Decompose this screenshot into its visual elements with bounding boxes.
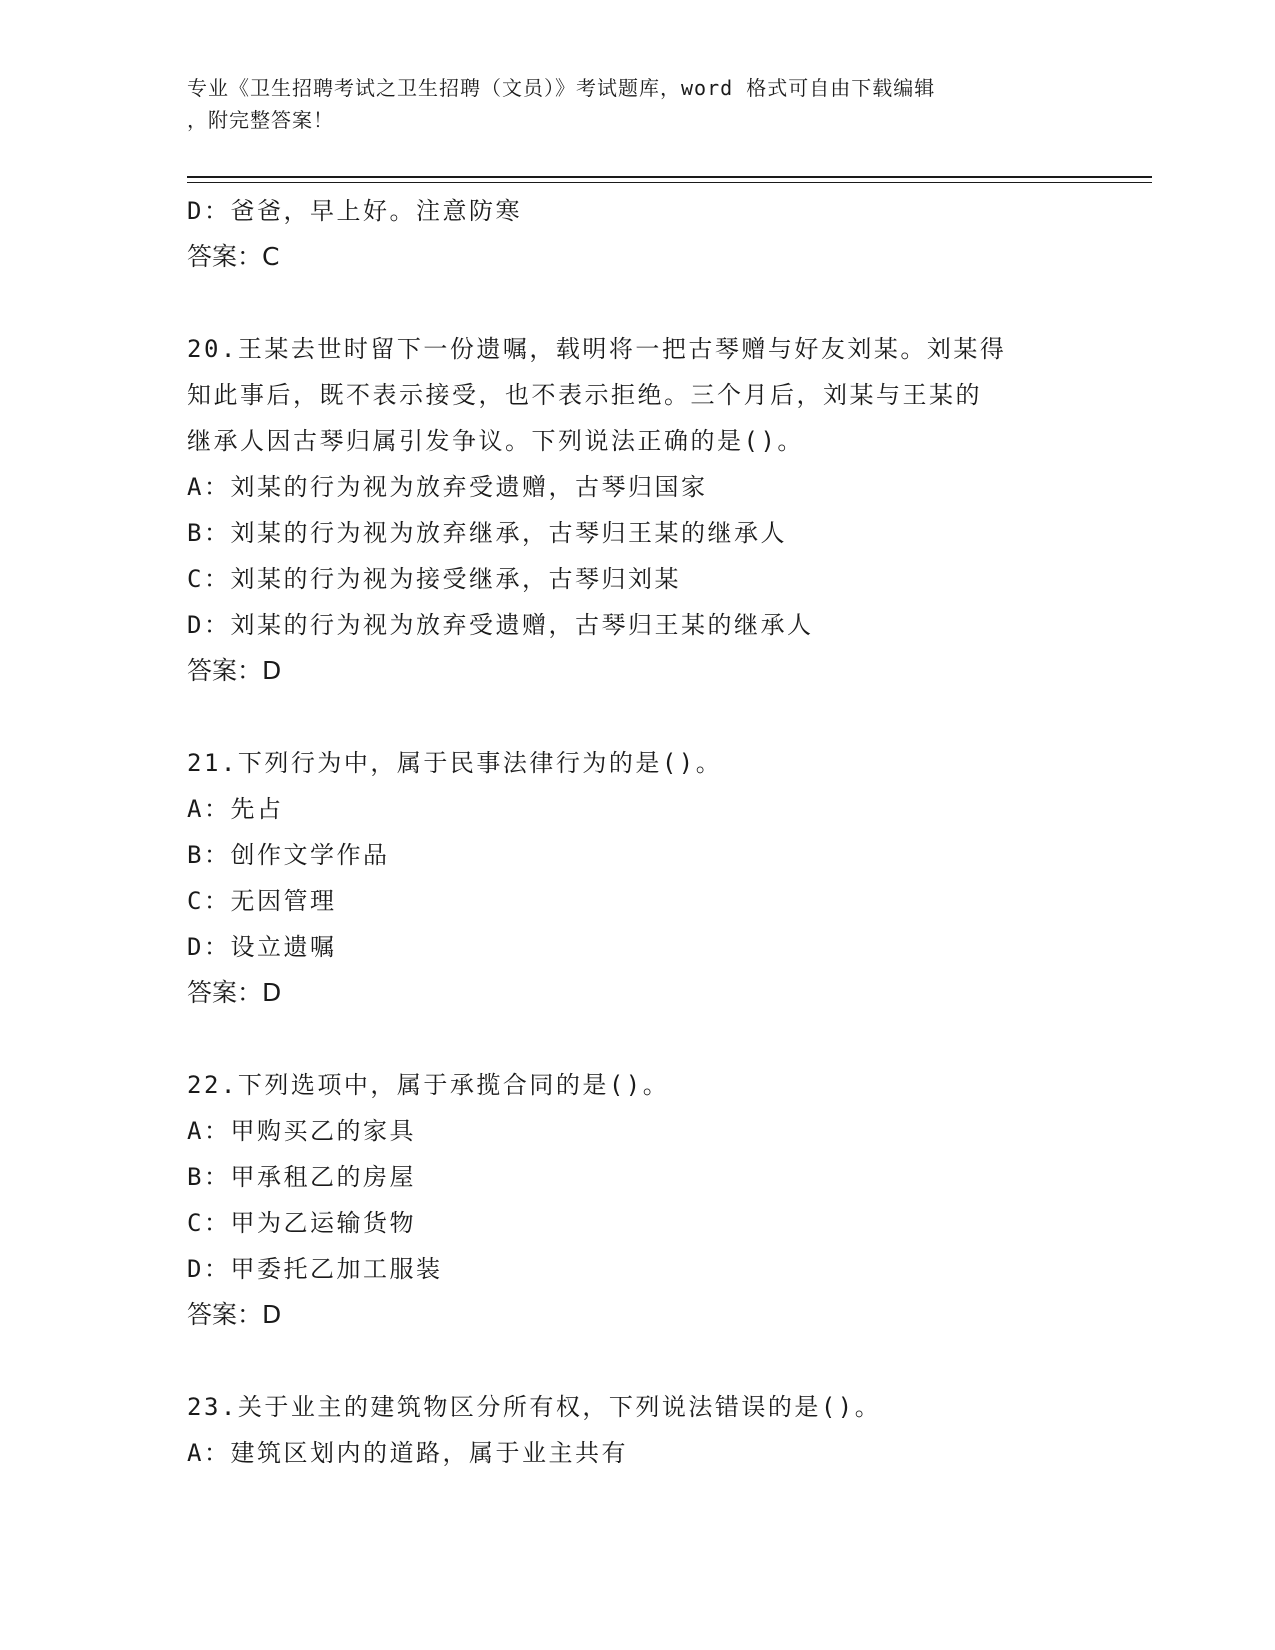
question-stem-line: 知此事后，既不表示接受，也不表示拒绝。三个月后，刘某与王某的 [187, 381, 982, 409]
answer: 答案：D [187, 1300, 282, 1329]
header-line-2: ，附完整答案！ [187, 108, 334, 132]
question-stem-line: 20.王某去世时留下一份遗嘱，载明将一把古琴赠与好友刘某。刘某得 [187, 335, 1007, 363]
question-stem-line: 继承人因古琴归属引发争议。下列说法正确的是()。 [187, 427, 804, 455]
question-22 [187, 1062, 1107, 1338]
option-c: C：无因管理 [187, 887, 337, 915]
option-a: A：建筑区划内的道路，属于业主共有 [187, 1439, 628, 1467]
header-line-1: 专业《卫生招聘考试之卫生招聘（文员）》考试题库，word 格式可自由下载编辑 [187, 76, 936, 100]
option-b: B：创作文学作品 [187, 841, 390, 869]
option-a: A：甲购买乙的家具 [187, 1117, 416, 1145]
document-body [187, 188, 1107, 1476]
header-rule-thin [187, 182, 1152, 183]
option-a: A：刘某的行为视为放弃受遗赠，古琴归国家 [187, 473, 708, 501]
spacer [187, 1338, 1107, 1384]
question-20 [187, 326, 1107, 694]
question-stem: 22.下列选项中，属于承揽合同的是()。 [187, 1071, 670, 1099]
spacer [187, 694, 1107, 740]
question-21 [187, 740, 1107, 1016]
option-c: C：刘某的行为视为接受继承，古琴归刘某 [187, 565, 681, 593]
answer: 答案：C [187, 242, 280, 271]
option-b: B：甲承租乙的房屋 [187, 1163, 416, 1191]
question-23 [187, 1384, 1107, 1476]
question-stem: 21.下列行为中，属于民事法律行为的是()。 [187, 749, 723, 777]
option-d: D：爸爸，早上好。注意防寒 [187, 197, 522, 225]
spacer [187, 1016, 1107, 1062]
option-d: D：刘某的行为视为放弃受遗赠，古琴归王某的继承人 [187, 611, 814, 639]
answer: 答案：D [187, 656, 282, 685]
previous-question-tail [187, 188, 1107, 280]
spacer [187, 280, 1107, 326]
option-b: B：刘某的行为视为放弃继承，古琴归王某的继承人 [187, 519, 787, 547]
answer: 答案：D [187, 978, 282, 1007]
option-c: C：甲为乙运输货物 [187, 1209, 416, 1237]
question-stem: 23.关于业主的建筑物区分所有权，下列说法错误的是()。 [187, 1393, 882, 1421]
option-a: A：先占 [187, 795, 284, 823]
option-d: D：设立遗嘱 [187, 933, 337, 961]
option-d: D：甲委托乙加工服装 [187, 1255, 443, 1283]
header-rule-thick [187, 176, 1152, 178]
document-header [187, 72, 1087, 136]
